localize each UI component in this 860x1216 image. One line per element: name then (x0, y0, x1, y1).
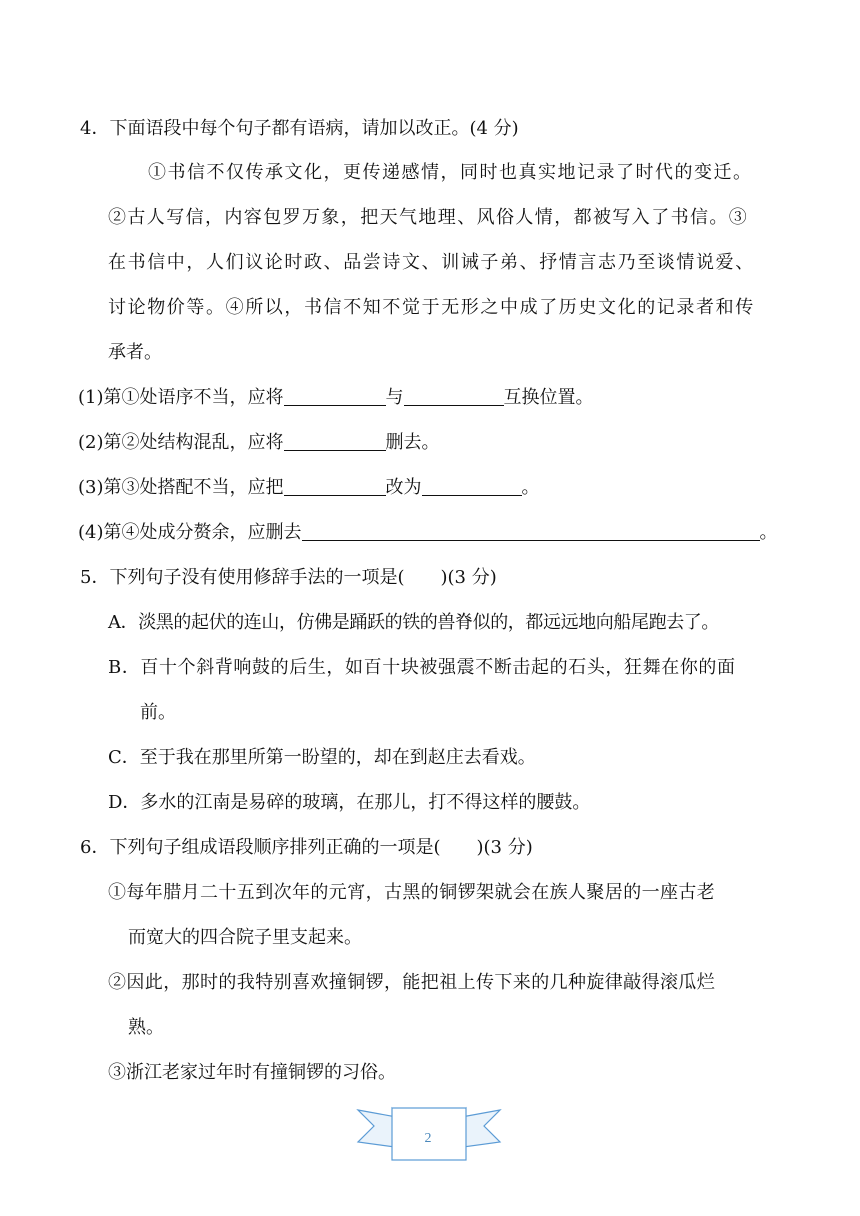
q4-passage-line: 在书信中，人们议论时政、品尝诗文、训诫子弟、抒情言志乃至谈情说爱、 (108, 252, 755, 273)
q4-sub1-text: 与 (385, 387, 404, 408)
page-number: 2 (424, 1131, 432, 1146)
q5-option-b: B．百十个斜背响鼓的后生，如百十块被强震不断击起的石头，狂舞在你的面 (108, 657, 736, 678)
q4-sub3-text: (3)第③处搭配不当，应把 (78, 477, 284, 498)
q5-option-a: A．淡黑的起伏的连山，仿佛是踊跃的铁的兽脊似的，都远远地向船尾跑去了。 (108, 612, 719, 633)
answer-blank[interactable] (284, 387, 386, 406)
q4-sub2-text: 删去。 (385, 432, 440, 453)
q4-sub2 (78, 431, 440, 455)
answer-blank[interactable] (284, 432, 386, 451)
q6-sentence-2-cont: 熟。 (128, 1017, 164, 1038)
q4-sub1 (78, 386, 594, 410)
q4-sub3-text: 改为 (385, 477, 422, 498)
q4-sub1-text: (1)第①处语序不当，应将 (78, 387, 284, 408)
q6-sentence-1: ①每年腊月二十五到次年的元宵，古黑的铜锣架就会在族人聚居的一座古老 (108, 882, 716, 903)
q4-sub4-text: 。 (759, 522, 778, 543)
q5-option-d: D．多水的江南是易碎的玻璃，在那儿，打不得这样的腰鼓。 (108, 792, 591, 813)
q4-sub3 (78, 476, 540, 500)
q4-sub2-text: (2)第②处结构混乱，应将 (78, 432, 284, 453)
answer-blank[interactable] (302, 522, 760, 541)
q4-passage-line: ②古人写信，内容包罗万象，把天气地理、风俗人情，都被写入了书信。③ (108, 207, 749, 228)
q4-sub3-text: 。 (521, 477, 540, 498)
answer-blank[interactable] (404, 387, 504, 406)
q4-passage-line: ①书信不仅传承文化，更传递感情，同时也真实地记录了时代的变迁。 (148, 162, 753, 183)
q6-stem: 6．下列句子组成语段顺序排列正确的一项是( )(3 分) (80, 837, 533, 858)
q6-sentence-2: ②因此，那时的我特别喜欢撞铜锣，能把祖上传下来的几种旋律敲得滚瓜烂 (108, 972, 716, 993)
q4-passage-line: 讨论物价等。④所以，书信不知不觉于无形之中成了历史文化的记录者和传 (108, 297, 755, 318)
q5-option-c: C．至于我在那里所第一盼望的，却在到赵庄去看戏。 (108, 747, 536, 768)
q6-sentence-3: ③浙江老家过年时有撞铜锣的习俗。 (108, 1062, 396, 1083)
q6-sentence-1-cont: 而宽大的四合院子里支起来。 (128, 927, 362, 948)
q4-sub1-text: 互换位置。 (503, 387, 594, 408)
answer-blank[interactable] (422, 477, 522, 496)
answer-blank[interactable] (284, 477, 386, 496)
q5-stem: 5．下列句子没有使用修辞手法的一项是( )(3 分) (80, 567, 497, 588)
q4-sub4-text: (4)第④处成分赘余，应删去 (78, 522, 302, 543)
q4-passage-line: 承者。 (108, 342, 162, 363)
q4-stem: 4．下面语段中每个句子都有语病，请加以改正。(4 分) (80, 118, 519, 139)
q5-option-b-cont: 前。 (140, 702, 176, 723)
q4-sub4 (78, 521, 778, 545)
